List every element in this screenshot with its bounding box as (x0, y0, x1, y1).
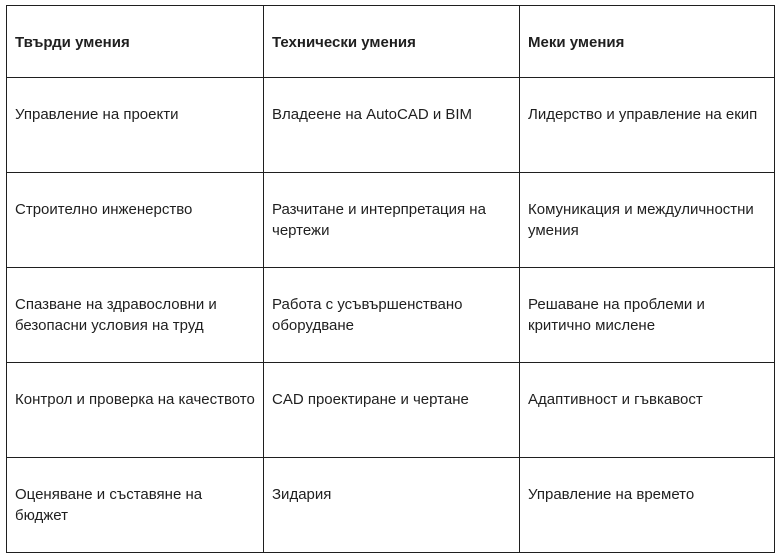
table-cell: Контрол и проверка на качеството (7, 363, 264, 458)
table-cell: Решаване на проблеми и критично мислене (520, 268, 775, 363)
table-cell: Работа с усъвършенствано оборудване (264, 268, 520, 363)
skills-table-container (6, 5, 774, 553)
table-cell: Управление на проекти (7, 78, 264, 173)
skills-table (6, 5, 775, 553)
table-row (7, 173, 775, 268)
header-row (7, 6, 775, 78)
table-row (7, 458, 775, 553)
table-cell: Оценяване и съставяне на бюджет (7, 458, 264, 553)
table-row (7, 363, 775, 458)
header-hard-skills: Твърди умения (7, 6, 264, 78)
table-header (7, 6, 775, 78)
table-row (7, 268, 775, 363)
table-cell: Адаптивност и гъвкавост (520, 363, 775, 458)
header-technical-skills: Технически умения (264, 6, 520, 78)
table-cell: CAD проектиране и чертане (264, 363, 520, 458)
table-cell: Зидария (264, 458, 520, 553)
header-soft-skills: Меки умения (520, 6, 775, 78)
table-row (7, 78, 775, 173)
table-cell: Управление на времето (520, 458, 775, 553)
table-cell: Спазване на здравословни и безопасни условия на труд (7, 268, 264, 363)
table-cell: Комуникация и междуличностни умения (520, 173, 775, 268)
table-cell: Разчитане и интерпретация на чертежи (264, 173, 520, 268)
table-body (7, 78, 775, 553)
table-cell: Лидерство и управление на екип (520, 78, 775, 173)
table-cell: Строително инженерство (7, 173, 264, 268)
table-cell: Владеене на AutoCAD и BIM (264, 78, 520, 173)
